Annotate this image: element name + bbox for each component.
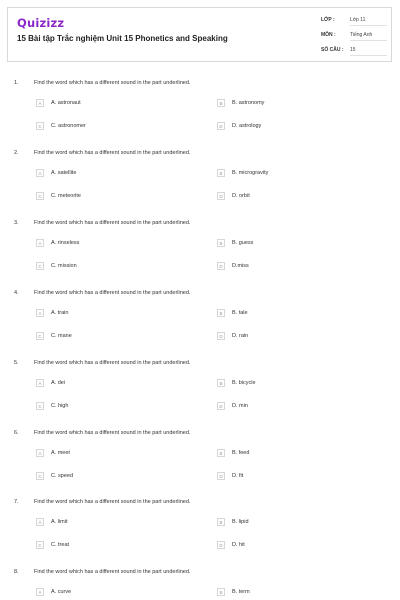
- option-checkbox[interactable]: B: [217, 309, 225, 317]
- option-label: D. fit: [232, 473, 244, 479]
- option-checkbox[interactable]: B: [217, 99, 225, 107]
- option-checkbox[interactable]: A: [36, 169, 44, 177]
- option-checkbox[interactable]: C: [36, 262, 44, 270]
- option-label: B. lipid: [232, 519, 249, 525]
- option-label: C. high: [51, 403, 69, 409]
- question-4: [0, 290, 400, 360]
- quizizz-logo: Quizizz: [17, 16, 65, 30]
- subject-underline: [350, 40, 387, 41]
- option-label: C. mane: [51, 333, 72, 339]
- option-checkbox[interactable]: C: [36, 332, 44, 340]
- option-checkbox[interactable]: B: [217, 379, 225, 387]
- option-label: D.miss: [232, 263, 249, 269]
- question-text: Find the word which has a different sound in the part underlined.: [34, 290, 191, 296]
- question-text: Find the word which has a different sound in the part underlined.: [34, 80, 191, 86]
- grade-label: LỚP :: [321, 17, 335, 23]
- option-label: A. train: [51, 310, 69, 316]
- question-text: Find the word which has a different sound in the part underlined.: [34, 150, 191, 156]
- option-label: B. tale: [232, 310, 248, 316]
- option-checkbox[interactable]: B: [217, 239, 225, 247]
- option-checkbox[interactable]: C: [36, 472, 44, 480]
- option-label: D. hit: [232, 542, 245, 548]
- subject-row: [321, 29, 393, 41]
- option-checkbox[interactable]: A: [36, 588, 44, 596]
- option-label: D. orbit: [232, 193, 250, 199]
- option-label: A. dei: [51, 380, 66, 386]
- option-label: C. treat: [51, 542, 70, 548]
- option-label: D. rain: [232, 333, 249, 339]
- option-label: D. astrology: [232, 123, 262, 129]
- option-checkbox[interactable]: D: [217, 541, 225, 549]
- option-label: C. speed: [51, 473, 74, 479]
- option-label: A. meet: [51, 450, 70, 456]
- question-count-underline: [350, 55, 387, 56]
- grade-row: [321, 14, 393, 26]
- question-number: 5.: [14, 360, 19, 366]
- option-checkbox[interactable]: D: [217, 332, 225, 340]
- question-6: [0, 430, 400, 500]
- option-checkbox[interactable]: C: [36, 541, 44, 549]
- option-checkbox[interactable]: B: [217, 449, 225, 457]
- question-5: [0, 360, 400, 430]
- question-count-row: [321, 44, 393, 56]
- worksheet-header: [7, 7, 392, 62]
- option-checkbox[interactable]: B: [217, 518, 225, 526]
- option-checkbox[interactable]: B: [217, 588, 225, 596]
- option-label: A. curve: [51, 589, 72, 595]
- question-number: 8.: [14, 569, 19, 575]
- option-checkbox[interactable]: A: [36, 379, 44, 387]
- question-text: Find the word which has a different sound in the part underlined.: [34, 220, 191, 226]
- question-text: Find the word which has a different sound in the part underlined.: [34, 430, 191, 436]
- question-8: [0, 569, 400, 600]
- question-3: [0, 220, 400, 290]
- question-number: 3.: [14, 220, 19, 226]
- question-number: 2.: [14, 150, 19, 156]
- question-number: 1.: [14, 80, 19, 86]
- question-number: 4.: [14, 290, 19, 296]
- question-count-label: SỐ CÂU :: [321, 47, 344, 53]
- option-checkbox[interactable]: A: [36, 518, 44, 526]
- question-text: Find the word which has a different sound in the part underlined.: [34, 569, 191, 575]
- option-checkbox[interactable]: A: [36, 99, 44, 107]
- subject-label: MÔN :: [321, 32, 336, 38]
- subject-value: Tiếng Anh: [350, 32, 373, 38]
- option-label: A. limit: [51, 519, 68, 525]
- option-checkbox[interactable]: C: [36, 122, 44, 130]
- question-count-value: 15: [350, 47, 356, 53]
- option-checkbox[interactable]: C: [36, 402, 44, 410]
- question-7: [0, 499, 400, 569]
- option-label: B. bicycle: [232, 380, 256, 386]
- option-label: B. astronomy: [232, 100, 265, 106]
- option-checkbox[interactable]: D: [217, 472, 225, 480]
- option-label: B. guess: [232, 240, 254, 246]
- option-label: A. astronaut: [51, 100, 81, 106]
- option-checkbox[interactable]: D: [217, 402, 225, 410]
- question-number: 6.: [14, 430, 19, 436]
- grade-underline: [350, 25, 387, 26]
- option-checkbox[interactable]: D: [217, 262, 225, 270]
- option-checkbox[interactable]: A: [36, 449, 44, 457]
- option-label: D. min: [232, 403, 248, 409]
- option-checkbox[interactable]: B: [217, 169, 225, 177]
- option-label: C. astronomer: [51, 123, 86, 129]
- option-checkbox[interactable]: D: [217, 122, 225, 130]
- question-1: [0, 80, 400, 150]
- option-label: B. term: [232, 589, 250, 595]
- page-title: 15 Bài tập Trắc nghiệm Unit 15 Phonetics and Speaking: [17, 34, 228, 43]
- option-label: B. microgravity: [232, 170, 269, 176]
- option-label: C. mission: [51, 263, 77, 269]
- option-label: A. satellite: [51, 170, 77, 176]
- option-label: A. rinseless: [51, 240, 80, 246]
- question-number: 7.: [14, 499, 19, 505]
- grade-value: Lớp 11: [350, 17, 366, 23]
- option-label: C. meteorite: [51, 193, 81, 199]
- option-checkbox[interactable]: A: [36, 239, 44, 247]
- option-label: B. feed: [232, 450, 250, 456]
- question-text: Find the word which has a different sound in the part underlined.: [34, 499, 191, 505]
- option-checkbox[interactable]: C: [36, 192, 44, 200]
- option-checkbox[interactable]: D: [217, 192, 225, 200]
- option-checkbox[interactable]: A: [36, 309, 44, 317]
- question-text: Find the word which has a different sound in the part underlined.: [34, 360, 191, 366]
- question-2: [0, 150, 400, 220]
